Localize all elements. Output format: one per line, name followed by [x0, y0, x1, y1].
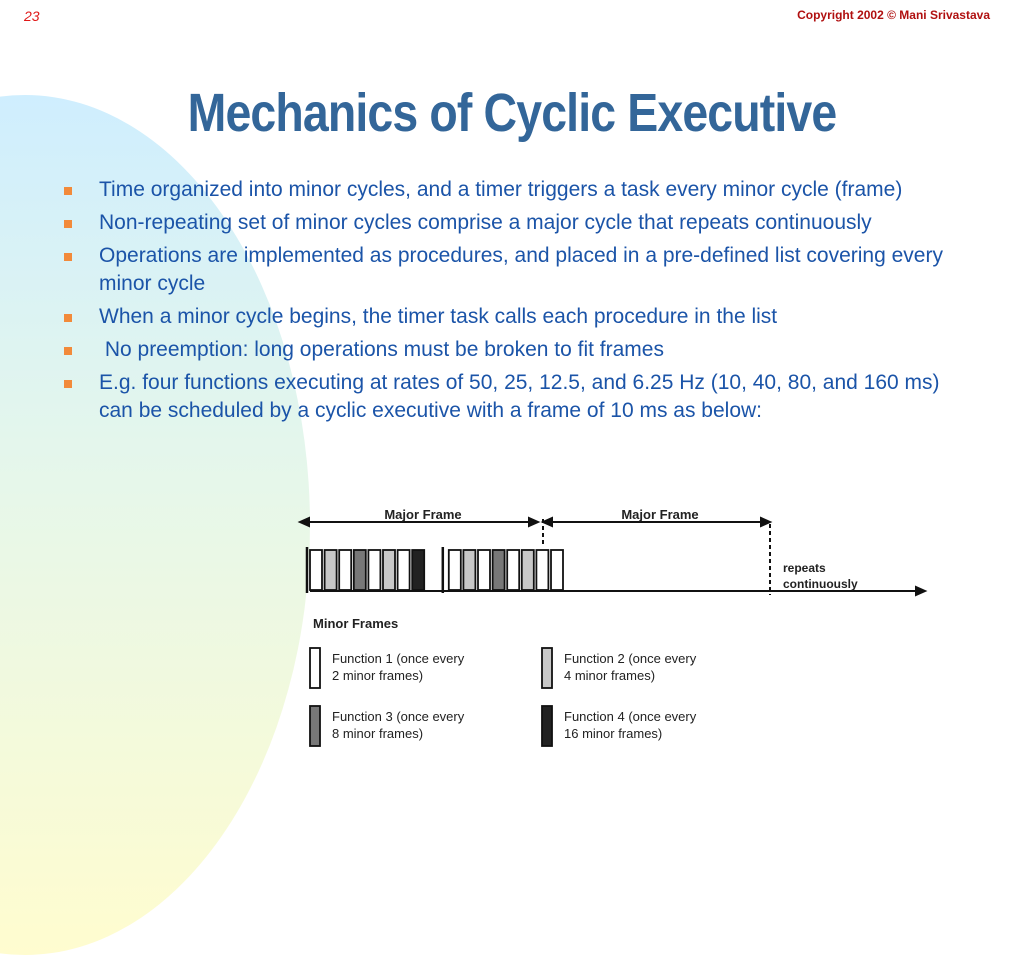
- minor-frame: [412, 550, 424, 590]
- bullet-square-icon: [64, 187, 72, 195]
- major-frame-label-2: Major Frame: [621, 507, 699, 522]
- minor-frames-label: Minor Frames: [313, 616, 399, 631]
- legend-label: 16 minor frames): [564, 726, 663, 741]
- arrow-head: [300, 518, 309, 526]
- minor-frame: [398, 550, 410, 590]
- bullet-item: [62, 303, 962, 331]
- bullet-item: [62, 176, 962, 204]
- minor-frame: [522, 550, 534, 590]
- legend-swatch: [310, 648, 320, 688]
- minor-frame: [383, 550, 395, 590]
- repeats-label-line1: repeats: [783, 561, 826, 575]
- legend-label: 8 minor frames): [332, 726, 424, 741]
- slide-title: Mechanics of Cyclic Executive: [187, 83, 837, 143]
- bullet-text: When a minor cycle begins, the timer task calls each procedure in the list: [99, 305, 778, 328]
- bullet-text: Operations are implemented as procedures, and placed in a pre-defined list covering every minor cycle: [99, 244, 943, 295]
- copyright-notice: Copyright 2002 © Mani Srivastava: [797, 8, 990, 22]
- arrow-head: [916, 587, 925, 595]
- minor-frame: [325, 550, 337, 590]
- minor-frame: [551, 550, 563, 590]
- minor-frame: [536, 550, 548, 590]
- bullet-text: E.g. four functions executing at rates of 50, 25, 12.5, and 6.25 Hz (10, 40, 80, and 160 ms) can be scheduled by a cyclic executive with a frame of 10 ms as below:: [99, 371, 940, 422]
- minor-frame: [449, 550, 461, 590]
- function-legend: [310, 648, 697, 746]
- minor-frame: [339, 550, 351, 590]
- minor-frame: [507, 550, 519, 590]
- legend-label: Function 4 (once every: [564, 709, 697, 724]
- legend-label: Function 3 (once every: [332, 709, 465, 724]
- arrow-head: [543, 518, 552, 526]
- minor-frame-strip: [307, 547, 563, 593]
- cyclic-executive-diagram: [295, 498, 935, 758]
- minor-frame: [354, 550, 366, 590]
- minor-frame: [463, 550, 475, 590]
- arrow-head: [761, 518, 770, 526]
- bullet-square-icon: [64, 347, 72, 355]
- legend-label: Function 1 (once every: [332, 651, 465, 666]
- legend-label: Function 2 (once every: [564, 651, 697, 666]
- bullet-item: [62, 242, 962, 298]
- legend-swatch: [542, 706, 552, 746]
- bullet-square-icon: [64, 314, 72, 322]
- bullet-square-icon: [64, 253, 72, 261]
- bullet-text: No preemption: long operations must be broken to fit frames: [99, 338, 664, 361]
- minor-frame: [493, 550, 505, 590]
- legend-label: 4 minor frames): [564, 668, 656, 683]
- minor-frame: [310, 550, 322, 590]
- bullet-item: [62, 209, 962, 237]
- legend-swatch: [542, 648, 552, 688]
- slide-number: 23: [24, 8, 40, 24]
- minor-frame: [368, 550, 380, 590]
- bullet-square-icon: [64, 380, 72, 388]
- bullet-square-icon: [64, 220, 72, 228]
- legend-swatch: [310, 706, 320, 746]
- bullet-list: [62, 176, 962, 430]
- bullet-item: [62, 369, 962, 425]
- minor-frame: [478, 550, 490, 590]
- legend-label: 2 minor frames): [332, 668, 424, 683]
- bullet-item: [62, 336, 962, 364]
- repeats-label-line2: continuously: [783, 577, 858, 591]
- arrow-head: [529, 518, 538, 526]
- major-frame-label-1: Major Frame: [384, 507, 462, 522]
- bullet-text: Non-repeating set of minor cycles comprise a major cycle that repeats continuously: [99, 211, 872, 234]
- bullet-text: Time organized into minor cycles, and a timer triggers a task every minor cycle (frame): [99, 178, 903, 201]
